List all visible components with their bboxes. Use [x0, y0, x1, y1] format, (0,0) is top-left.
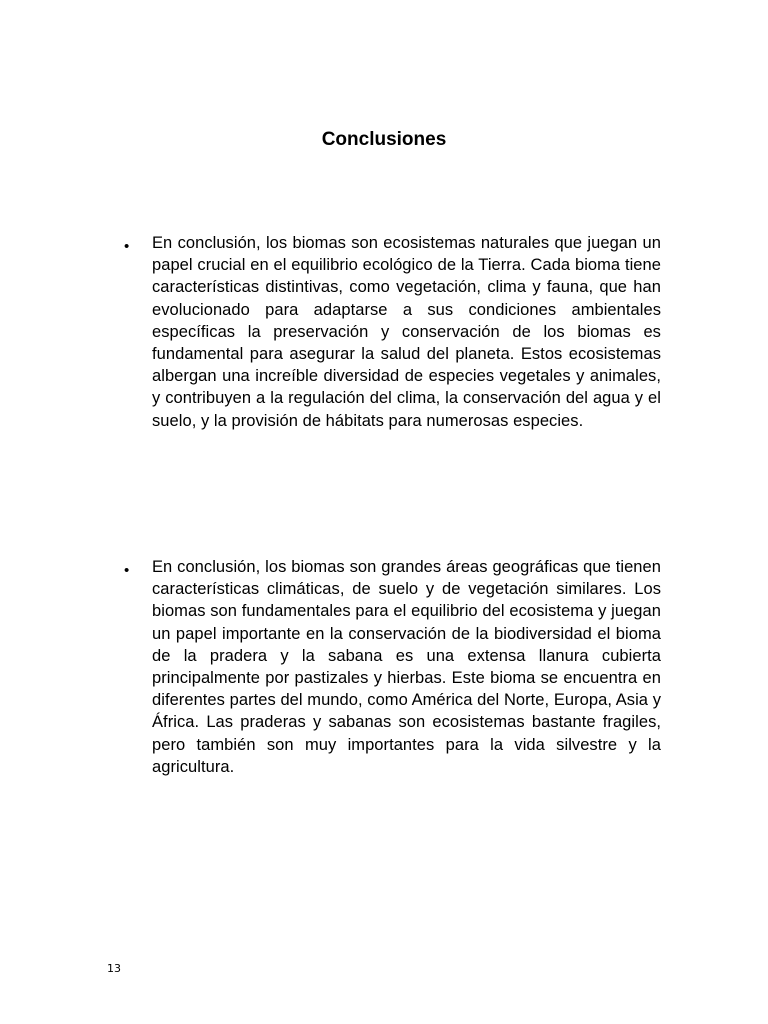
- bullet-icon: •: [124, 562, 130, 579]
- list-item: [124, 232, 661, 432]
- paragraph-text: En conclusión, los biomas son grandes áreas geográficas que tienen características climáticas, de suelo y de vegetación similares. Los biomas son fundamentales para el equilibrio del ecosistema y juegan un papel importante en la conservación de la biodiversidad el bioma de la pradera y la sabana es una extensa llanura cubierta principalmente por pastizales y hierbas. Este bioma se encuentra en diferentes partes del mundo, como América del Norte, Europa, Asia y África. Las praderas y sabanas son ecosistemas bastante fragiles, pero también son muy importantes para la vida silvestre y la agricultura.: [152, 558, 661, 776]
- bullet-icon: •: [124, 238, 130, 255]
- page-title: Conclusiones: [321, 129, 447, 150]
- paragraph-text: En conclusión, los biomas son ecosistemas naturales que juegan un papel crucial en el equilibrio ecológico de la Tierra. Cada bioma tiene características distintivas, como vegetación, clima y fauna, que han evolucionado para adaptarse a sus condiciones ambientales específicas la preservación y conservación de los biomas es fundamental para asegurar la salud del planeta. Estos ecosistemas albergan una increíble diversidad de especies vegetales y animales, y contribuyen a la regulación del clima, la conservación del agua y el suelo, y la provisión de hábitats para numerosas especies.: [152, 234, 661, 430]
- list-item: [124, 556, 661, 778]
- page-number: 13: [107, 962, 121, 975]
